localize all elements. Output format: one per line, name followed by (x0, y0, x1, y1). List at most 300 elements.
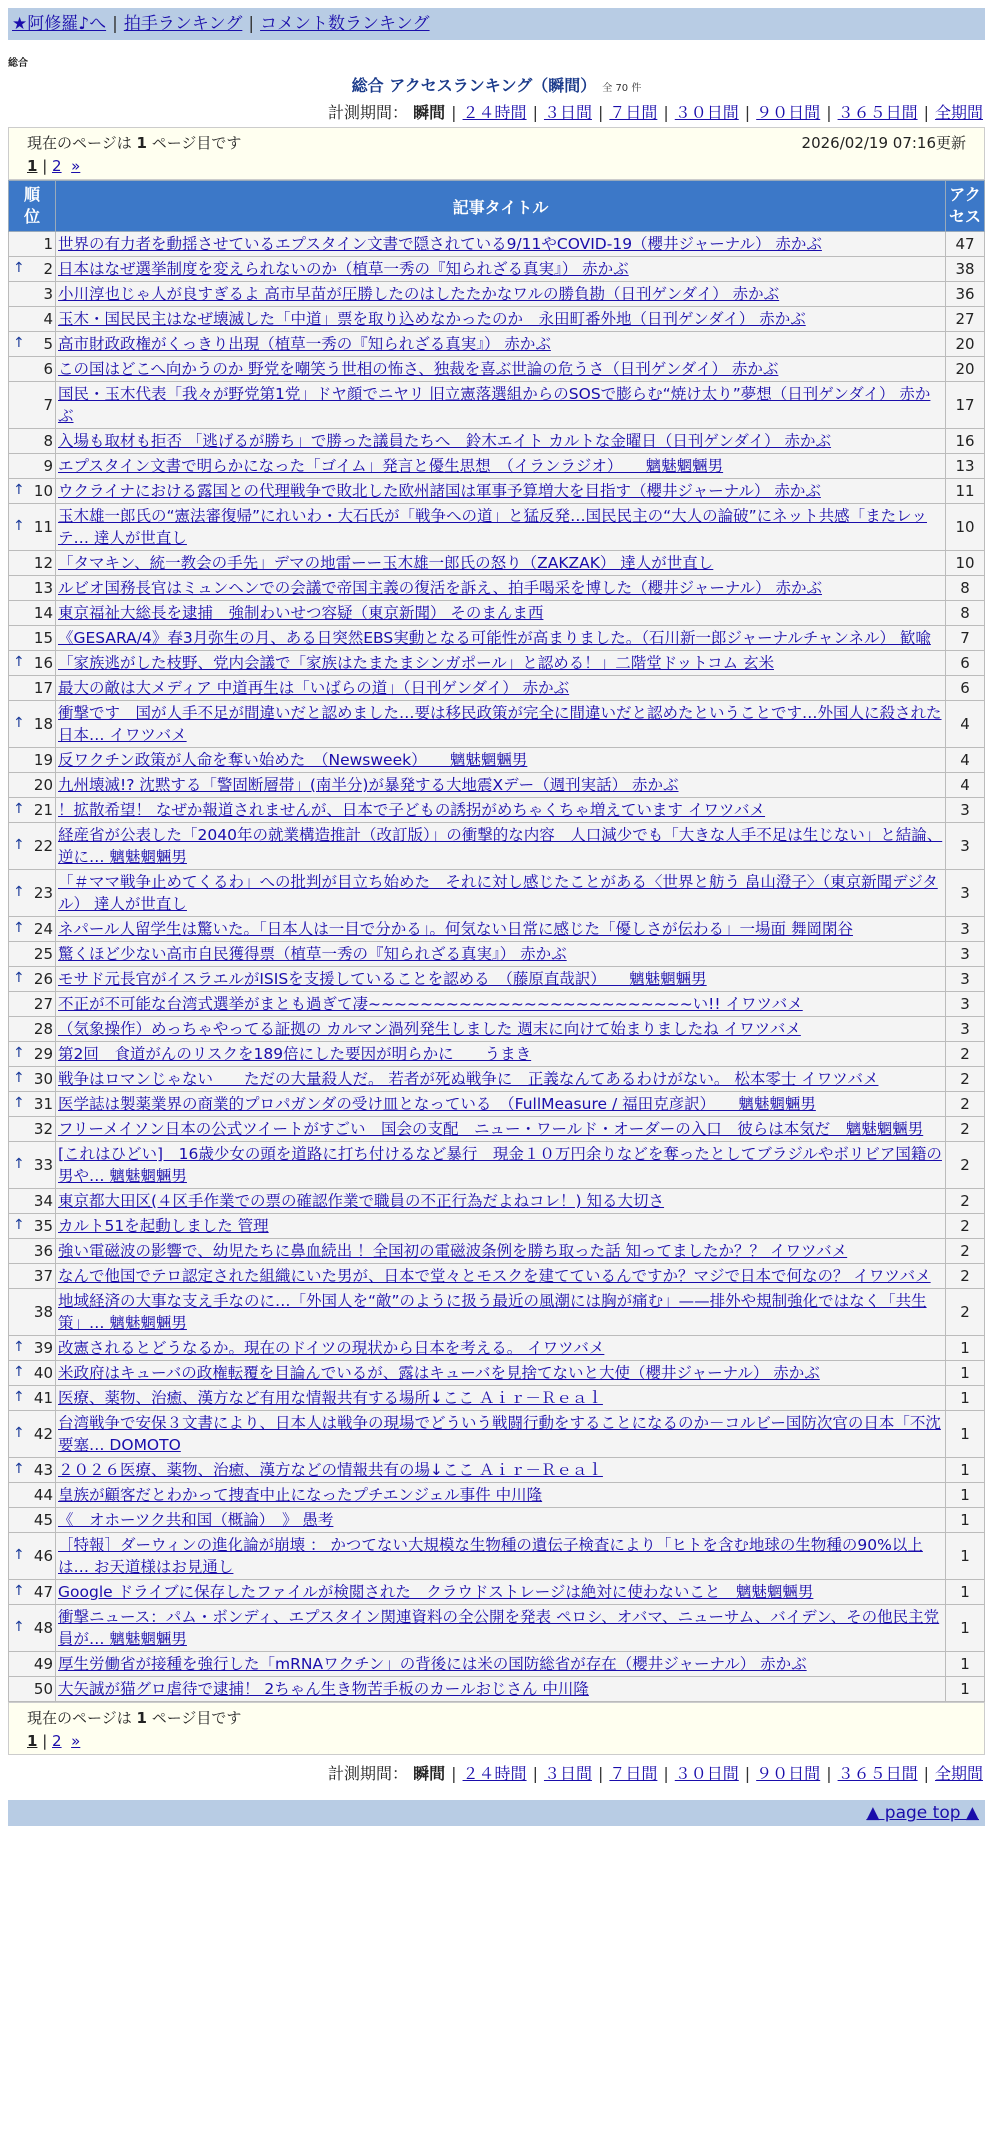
article-title-link[interactable]: 日本はなぜ選挙制度を変えられないのか（植草一秀の『知られざる真実』） 赤かぶ (58, 260, 629, 278)
rank-number: 9 (43, 457, 53, 475)
nav-separator: | (112, 14, 118, 34)
access-count: 47 (946, 232, 985, 257)
table-row (9, 551, 985, 576)
access-count: 1 (946, 1336, 985, 1361)
rank-number: 18 (33, 715, 53, 733)
rank-cell (9, 357, 56, 382)
access-count: 10 (946, 504, 985, 551)
title-cell (56, 748, 946, 773)
rank-cell (9, 551, 56, 576)
access-count: 10 (946, 551, 985, 576)
access-count: 1 (946, 1411, 985, 1458)
rank-cell (9, 870, 56, 917)
page-info: 現在のページは 1 ページ目です (27, 134, 242, 152)
title-cell (56, 917, 946, 942)
table-row (9, 257, 985, 282)
rank-cell (9, 454, 56, 479)
bottom-bar (8, 1800, 985, 1826)
rank-cell (9, 676, 56, 701)
rank-cell (9, 1067, 56, 1092)
period-link-90d[interactable]: ９０日間 (756, 103, 821, 122)
rank-number: 16 (33, 654, 53, 672)
table-row (9, 1067, 985, 1092)
table-row (9, 1677, 985, 1702)
access-count: 8 (946, 576, 985, 601)
access-count: 3 (946, 823, 985, 870)
rank-cell (9, 1142, 56, 1189)
period-link-365d[interactable]: ３６５日間 (837, 103, 918, 122)
period-label: 計測期間： (328, 103, 409, 122)
title-cell (56, 1142, 946, 1189)
title-cell (56, 382, 946, 429)
rank-number: 28 (33, 1020, 53, 1038)
rank-up-arrow-icon: ↑ (13, 1095, 25, 1111)
rank-cell (9, 748, 56, 773)
article-title-link[interactable]: ネパール人留学生は驚いた。「日本人は一目で分かる」。何気ない日常に感じた「優しさが伝わる」一場面 舞岡閑谷 (58, 920, 853, 938)
rank-up-arrow-icon: ↑ (13, 970, 25, 986)
rank-cell (9, 504, 56, 551)
access-count: 20 (946, 332, 985, 357)
table-row (9, 282, 985, 307)
access-count: 2 (946, 1189, 985, 1214)
rank-cell (9, 332, 56, 357)
article-title-link[interactable]: なんで他国でテロ認定された組織にいた男が、日本で堂々とモスクを建てているんですか？マジで日本で何なの？ イワツバメ (58, 1267, 931, 1285)
top-nav-bar (8, 8, 985, 40)
access-count: 1 (946, 1580, 985, 1605)
rank-cell (9, 1361, 56, 1386)
article-title-link[interactable]: 台湾戦争で安保３文書により、日本人は戦争の現場でどういう戦闘行動をすることになるのか－コルビー国防次官の日本「不沈要塞… DOMOTO (58, 1414, 941, 1454)
title-cell (56, 992, 946, 1017)
article-title-link[interactable]: ルビオ国務長官はミュンヘンでの会議で帝国主義の復活を訴え、拍手喝采を博した（櫻井ジャーナル） 赤かぶ (58, 579, 822, 597)
title-cell (56, 282, 946, 307)
ranking-table (8, 180, 985, 1702)
access-count: 13 (946, 454, 985, 479)
rank-cell (9, 429, 56, 454)
rank-cell (9, 823, 56, 870)
title-cell (56, 1264, 946, 1289)
article-title-link[interactable]: （気象操作）めっちゃやってる証拠の カルマン渦列発生しました 週末に向けて始まりましたね イワツバメ (58, 1020, 801, 1038)
pager-top: 現在のページは 1 ページ目です 2026/02/19 07:16更新 1 | 2 » (8, 127, 985, 180)
title-cell (56, 626, 946, 651)
title-cell (56, 676, 946, 701)
title-cell (56, 1458, 946, 1483)
rank-up-arrow-icon: ↑ (13, 1339, 25, 1355)
rank-number: 40 (33, 1364, 53, 1382)
rank-cell (9, 382, 56, 429)
title-cell (56, 870, 946, 917)
rank-cell (9, 1042, 56, 1067)
rank-cell (9, 967, 56, 992)
article-title-link[interactable]: 小川淳也じゃ人が良すぎるよ 高市早苗が圧勝したのはしたたかなワルの勝負勘（日刊ゲンダイ） 赤かぶ (58, 285, 780, 303)
period-link-24h-bottom[interactable]: ２４時間 (462, 1764, 527, 1783)
article-title-link[interactable]: ！拡散希望！ なぜか報道されませんが、日本で子どもの誘拐がめちゃくちゃ増えています イワツバメ (58, 801, 766, 819)
article-title-link[interactable]: 最大の敵は大メディア 中道再生は「いばらの道」（日刊ゲンダイ） 赤かぶ (58, 679, 570, 697)
table-row (9, 232, 985, 257)
access-count: 4 (946, 773, 985, 798)
article-title-link[interactable]: 第2回 食道がんのリスクを189倍にした要因が明らかに うまき (58, 1045, 532, 1063)
period-link-365d-bottom[interactable]: ３６５日間 (837, 1764, 918, 1783)
rank-up-arrow-icon: ↑ (13, 715, 25, 731)
rank-cell (9, 1458, 56, 1483)
article-title-link[interactable]: 「家族逃がした枝野、党内会議で「家族はたまたまシンガポール」と認める！」二階堂ドットコム 玄米 (58, 654, 774, 672)
access-count: 36 (946, 282, 985, 307)
rank-number: 8 (43, 432, 53, 450)
rank-number: 6 (43, 360, 53, 378)
title-cell (56, 1336, 946, 1361)
table-row (9, 1605, 985, 1652)
rank-up-arrow-icon: ↑ (13, 1583, 25, 1599)
table-row (9, 651, 985, 676)
access-count: 2 (946, 1042, 985, 1067)
access-count: 27 (946, 307, 985, 332)
updated-timestamp: 2026/02/19 07:16更新 (801, 134, 966, 152)
title-cell (56, 1605, 946, 1652)
title-cell (56, 651, 946, 676)
page-next-link-bottom[interactable]: » (71, 1732, 81, 1750)
article-title-link[interactable]: 「＃ママ戦争止めてくるわ」への批判が目立ち始めた それに対し感じたことがある〈世界と舫う 畠山澄子〉（東京新聞デジタル） 達人が世直し (58, 873, 938, 913)
title-cell (56, 942, 946, 967)
rank-up-arrow-icon: ↑ (13, 920, 25, 936)
table-row (9, 1508, 985, 1533)
rank-number: 36 (33, 1242, 53, 1260)
article-title-link[interactable]: 東京都大田区(４区手作業での票の確認作業で職員の不正行為だよねコレ！) 知る大切さ (58, 1192, 665, 1210)
rank-cell (9, 1386, 56, 1411)
rank-cell (9, 1336, 56, 1361)
access-count: 2 (946, 1264, 985, 1289)
rank-cell (9, 1117, 56, 1142)
table-row (9, 1361, 985, 1386)
table-row (9, 626, 985, 651)
title-cell (56, 1533, 946, 1580)
title-cell (56, 357, 946, 382)
rank-up-arrow-icon: ↑ (13, 1217, 25, 1233)
col-title-header: 記事タイトル (56, 181, 946, 232)
access-count: 6 (946, 676, 985, 701)
access-count: 2 (946, 1214, 985, 1239)
article-title-link[interactable]: 戦争はロマンじゃない ただの大量殺人だ。 若者が死ぬ戦争に 正義なんてあるわけがない。 松本零士 イワツバメ (58, 1070, 879, 1088)
rank-cell (9, 1239, 56, 1264)
article-title-link[interactable]: カルト51を起動しました 管理 (58, 1217, 269, 1235)
access-count: 2 (946, 1289, 985, 1336)
rank-cell (9, 257, 56, 282)
table-row (9, 1580, 985, 1605)
table-row (9, 1092, 985, 1117)
table-row (9, 1411, 985, 1458)
rank-number: 4 (43, 310, 53, 328)
table-row (9, 992, 985, 1017)
period-selector-top: 計測期間： 瞬間 | ２４時間 | ３日間 | ７日間 | ３０日間 | ９０日間 | ３６５日間 | 全期間 (328, 103, 983, 122)
rank-cell (9, 1483, 56, 1508)
title-cell (56, 232, 946, 257)
rank-number: 25 (33, 945, 53, 963)
title-cell (56, 1189, 946, 1214)
nav-link-clap-ranking[interactable]: 拍手ランキング (123, 14, 243, 34)
table-row (9, 748, 985, 773)
table-row (9, 1336, 985, 1361)
ranking-heading: 総合 アクセスランキング（瞬間） (351, 76, 597, 95)
article-title-link[interactable]: 米政府はキューバの政権転覆を目論んでいるが、露はキューバを見捨てないと大使（櫻井ジャーナル） 赤かぶ (58, 1364, 820, 1382)
access-count: 1 (946, 1458, 985, 1483)
rank-up-arrow-icon: ↑ (13, 1425, 25, 1441)
title-cell (56, 1652, 946, 1677)
access-count: 3 (946, 967, 985, 992)
article-title-link[interactable]: この国はどこへ向かうのか 野党を嘲笑う世相の怖さ、独裁を喜ぶ世論の危うさ（日刊ゲンダイ） 赤かぶ (58, 360, 779, 378)
category-label: 総合 (8, 58, 28, 69)
table-row (9, 332, 985, 357)
rank-up-arrow-icon: ↑ (13, 654, 25, 670)
article-title-link[interactable]: 玉木雄一郎氏の“憲法審復帰”にれいわ・大石氏が「戦争への道」と猛反発…国民民主の“大人の論破”にネット共感「またレッテ… 達人が世直し (58, 507, 927, 547)
article-title-link[interactable]: フリーメイソン日本の公式ツイートがすごい 国会の支配 ニュー・ワールド・オーダーの入口 彼らは本気だ 魑魅魍魎男 (58, 1120, 924, 1138)
access-count: 3 (946, 942, 985, 967)
rank-up-arrow-icon: ↑ (13, 1156, 25, 1172)
title-cell (56, 1289, 946, 1336)
title-cell (56, 1117, 946, 1142)
article-title-link[interactable]: 東京福祉大総長を逮捕 強制わいせつ容疑（東京新聞） そのまんま西 (58, 604, 544, 622)
table-row (9, 307, 985, 332)
rank-number: 11 (33, 518, 53, 536)
article-title-link[interactable]: 驚くほど少ない高市自民獲得票（植草一秀の『知られざる真実』） 赤かぶ (58, 945, 567, 963)
rank-number: 43 (33, 1461, 53, 1479)
period-link-3d[interactable]: ３日間 (543, 103, 592, 122)
table-row (9, 1289, 985, 1336)
article-title-link[interactable]: Google ドライブに保存したファイルが検閲された クラウドストレージは絶対に使わないこと 魑魅魍魎男 (58, 1583, 814, 1601)
rank-number: 26 (33, 970, 53, 988)
article-title-link[interactable]: モサド元長官がイスラエルがISISを支援していることを認める （藤原直哉訳） 魑魅魍魎男 (58, 970, 707, 988)
access-count: 20 (946, 357, 985, 382)
rank-cell (9, 651, 56, 676)
rank-up-arrow-icon: ↑ (13, 1364, 25, 1380)
article-title-link[interactable]: ［特報］ダーウィンの進化論が崩壊 ： かつてない大規模な生物種の遺伝子検査により「ヒトを含む地球の生物種の90%以上は… お天道様はお見通し (58, 1536, 923, 1576)
table-row (9, 1117, 985, 1142)
access-count: 38 (946, 257, 985, 282)
rank-number: 17 (33, 679, 53, 697)
page-next-link[interactable]: » (71, 157, 81, 175)
period-link-90d-bottom[interactable]: ９０日間 (756, 1764, 821, 1783)
title-cell (56, 601, 946, 626)
table-row (9, 1652, 985, 1677)
article-title-link[interactable]: 医療、薬物、治癒、漢方など有用な情報共有する場所↓ここ Ａｉｒ－Ｒｅａｌ (58, 1389, 603, 1407)
period-link-30d[interactable]: ３０日間 (674, 103, 739, 122)
rank-number: 2 (43, 260, 53, 278)
article-title-link[interactable]: 経産省が公表した「2040年の就業構造推計（改訂版）」の衝撃的な内容 人口減少でも「大きな人手不足は生じない」と結論、逆に… 魑魅魍魎男 (58, 826, 943, 866)
table-row (9, 454, 985, 479)
table-row (9, 823, 985, 870)
article-title-link[interactable]: ウクライナにおける露国との代理戦争で敗北した欧州諸国は軍事予算増大を目指す（櫻井ジャーナル） 赤かぶ (58, 482, 821, 500)
table-row (9, 870, 985, 917)
access-count: 8 (946, 601, 985, 626)
rank-cell (9, 1508, 56, 1533)
rank-cell (9, 1533, 56, 1580)
rank-number: 30 (33, 1070, 53, 1088)
rank-up-arrow-icon: ↑ (13, 518, 25, 534)
rank-number: 31 (33, 1095, 53, 1113)
period-link-24h[interactable]: ２４時間 (462, 103, 527, 122)
page-top-link[interactable]: ▲ page top ▲ (866, 1803, 979, 1823)
article-title-link[interactable]: 厚生労働省が接種を強行した「mRNAワクチン」の背後には米の国防総省が存在（櫻井ジャーナル） 赤かぶ (58, 1655, 807, 1673)
rank-cell (9, 626, 56, 651)
article-title-link[interactable]: 《 オホーツク共和国（概論） 》 愚考 (58, 1511, 334, 1529)
title-cell (56, 967, 946, 992)
article-title-link[interactable]: 強い電磁波の影響で、幼児たちに鼻血続出 ！全国初の電磁波条例を勝ち取った話 知ってましたか？？ イワツバメ (58, 1242, 848, 1260)
table-row (9, 601, 985, 626)
rank-up-arrow-icon: ↑ (13, 1070, 25, 1086)
rank-cell (9, 701, 56, 748)
page-link-2[interactable]: 2 (52, 157, 62, 175)
period-link-3d-bottom[interactable]: ３日間 (543, 1764, 592, 1783)
period-link-7d[interactable]: ７日間 (609, 103, 658, 122)
title-cell (56, 798, 946, 823)
article-title-link[interactable]: 衝撃ニュース：パム・ボンディ、エプスタイン関連資料の全公開を発表 ペロシ、オバマ、ニューサム、バイデン、その他民主党員が… 魑魅魍魎男 (58, 1608, 940, 1648)
table-row (9, 917, 985, 942)
rank-cell (9, 1214, 56, 1239)
access-count: 3 (946, 917, 985, 942)
rank-number: 39 (33, 1339, 53, 1357)
table-row (9, 1483, 985, 1508)
article-title-link[interactable]: 入場も取材も拒否 「逃げるが勝ち」で勝った議員たちへ 鈴木エイト カルトな金曜日（日刊ゲンダイ） 赤かぶ (58, 432, 832, 450)
table-row (9, 1533, 985, 1580)
rank-number: 21 (33, 801, 53, 819)
table-row (9, 773, 985, 798)
rank-number: 13 (33, 579, 53, 597)
title-cell (56, 1677, 946, 1702)
access-count: 3 (946, 798, 985, 823)
table-row (9, 1189, 985, 1214)
rank-up-arrow-icon: ↑ (13, 801, 25, 817)
title-cell (56, 454, 946, 479)
rank-number: 37 (33, 1267, 53, 1285)
article-title-link[interactable]: 高市財政政権がくっきり出現（植草一秀の『知られざる真実』） 赤かぶ (58, 335, 551, 353)
rank-up-arrow-icon: ↑ (13, 260, 25, 276)
access-count: 3 (946, 1017, 985, 1042)
nav-link-asyura[interactable]: ★阿修羅♪へ (12, 14, 107, 34)
article-title-link[interactable]: 不正が不可能な台湾式選挙がまとも過ぎて凄~~~~~~~~~~~~~~~~~~~~~~~~~い!! イワツバメ (58, 995, 803, 1013)
title-cell (56, 1580, 946, 1605)
title-cell (56, 504, 946, 551)
article-title-link[interactable]: 《GESARA/4》春3月弥生の月、ある日突然EBS実動となる可能性が高まりました。（石川新一郎ジャーナルチャンネル） 歓喩 (58, 629, 931, 647)
rank-up-arrow-icon: ↑ (13, 1547, 25, 1563)
period-link-30d-bottom[interactable]: ３０日間 (674, 1764, 739, 1783)
rank-cell (9, 992, 56, 1017)
article-title-link[interactable]: 国民・玉木代表「我々が野党第1党」ドヤ顔でニヤリ 旧立憲落選組からのSOSで膨らむ“焼け太り”夢想（日刊ゲンダイ） 赤かぶ (58, 385, 931, 425)
rank-number: 1 (43, 235, 53, 253)
period-link-7d-bottom[interactable]: ７日間 (609, 1764, 658, 1783)
rank-number: 7 (43, 396, 53, 414)
rank-cell (9, 1652, 56, 1677)
title-cell (56, 1361, 946, 1386)
article-title-link[interactable]: [これはひどい] 16歳少女の頭を道路に打ち付けるなど暴行 現金１０万円余りなどを奪ったとしてブラジルやボリビア国籍の男や… 魑魅魍魎男 (58, 1145, 942, 1185)
table-row (9, 1042, 985, 1067)
rank-up-arrow-icon: ↑ (13, 482, 25, 498)
rank-number: 48 (33, 1619, 53, 1637)
rank-number: 5 (43, 335, 53, 353)
rank-number: 44 (33, 1486, 53, 1504)
rank-cell (9, 1289, 56, 1336)
article-title-link[interactable]: 地域経済の大事な支え手なのに…「外国人を“敵”のように扱う最近の風潮には胸が痛む」——排外や規制強化ではなく「共生策」… 魑魅魍魎男 (58, 1292, 927, 1332)
title-cell (56, 701, 946, 748)
period-selector-bottom: 計測期間： 瞬間 | ２４時間 | ３日間 | ７日間 | ３０日間 | ９０日間 | ３６５日間 | 全期間 (328, 1764, 983, 1783)
title-cell (56, 1214, 946, 1239)
access-count: 2 (946, 1239, 985, 1264)
title-cell (56, 1042, 946, 1067)
access-count: 11 (946, 479, 985, 504)
rank-number: 49 (33, 1655, 53, 1673)
period-link-all[interactable]: 全期間 (934, 103, 983, 122)
access-count: 1 (946, 1361, 985, 1386)
rank-number: 27 (33, 995, 53, 1013)
title-cell (56, 307, 946, 332)
access-count: 2 (946, 1067, 985, 1092)
article-title-link[interactable]: 反ワクチン政策が人命を奪い始めた （Newsweek） 魑魅魍魎男 (58, 751, 528, 769)
rank-number: 38 (33, 1303, 53, 1321)
access-count: 1 (946, 1508, 985, 1533)
table-row (9, 967, 985, 992)
access-count: 2 (946, 1142, 985, 1189)
rank-cell (9, 1580, 56, 1605)
rank-number: 33 (33, 1156, 53, 1174)
article-title-link[interactable]: 玉木・国民民主はなぜ壊滅した「中道」票を取り込めなかったのか 永田町番外地（日刊ゲンダイ） 赤かぶ (58, 310, 806, 328)
rank-number: 19 (33, 751, 53, 769)
page-link-2-bottom[interactable]: 2 (52, 1732, 62, 1750)
rank-number: 42 (33, 1425, 53, 1443)
table-row (9, 429, 985, 454)
rank-cell (9, 1017, 56, 1042)
rank-up-arrow-icon: ↑ (13, 1045, 25, 1061)
col-access-header: アクセス (946, 181, 985, 232)
article-title-link[interactable]: 皇族が顧客だとわかって捜査中止になったプチエンジェル事件 中川隆 (58, 1486, 543, 1504)
page-title (0, 73, 993, 96)
article-title-link[interactable]: 「タマキン、統一教会の手先」デマの地雷ーー玉木雄一郎氏の怒り（ZAKZAK） 達人が世直し (58, 554, 714, 572)
title-cell (56, 823, 946, 870)
rank-cell (9, 479, 56, 504)
rank-number: 35 (33, 1217, 53, 1235)
article-title-link[interactable]: 医学誌は製薬業界の商業的プロパガンダの受け皿となっている （FullMeasure / 福田克彦訳） 魑魅魍魎男 (58, 1095, 816, 1113)
article-title-link[interactable]: ２０２６医療、薬物、治癒、漢方などの情報共有の場↓ここ Ａｉｒ－Ｒｅａｌ (58, 1461, 603, 1479)
rank-number: 14 (33, 604, 53, 622)
article-title-link[interactable]: 大矢誠が猫グロ虐待で逮捕！ 2ちゃん生き物苦手板のカールおじさん 中川隆 (58, 1680, 589, 1698)
rank-number: 46 (33, 1547, 53, 1565)
rank-cell (9, 1264, 56, 1289)
access-count: 2 (946, 1092, 985, 1117)
title-cell (56, 1483, 946, 1508)
article-title-link[interactable]: 改憲されるとどうなるか。現在のドイツの現状から日本を考える。 イワツバメ (58, 1339, 605, 1357)
access-count: 1 (946, 1677, 985, 1702)
article-title-link[interactable]: 九州壊滅!? 沈黙する「警固断層帯」(南半分)が暴発する大地震Xデー（週刊実話） 赤かぶ (58, 776, 679, 794)
nav-link-comment-ranking[interactable]: コメント数ランキング (260, 14, 430, 34)
title-cell (56, 479, 946, 504)
article-title-link[interactable]: 世界の有力者を動揺させているエプスタイン文書で隠されている9/11やCOVID-19（櫻井ジャーナル） 赤かぶ (58, 235, 822, 253)
rank-number: 10 (33, 482, 53, 500)
access-count: 4 (946, 748, 985, 773)
title-cell (56, 429, 946, 454)
period-link-all-bottom[interactable]: 全期間 (934, 1764, 983, 1783)
access-count: 17 (946, 382, 985, 429)
rank-up-arrow-icon: ↑ (13, 1619, 25, 1635)
access-count: 1 (946, 1386, 985, 1411)
rank-number: 50 (33, 1680, 53, 1698)
title-cell (56, 1411, 946, 1458)
rank-up-arrow-icon: ↑ (13, 1389, 25, 1405)
rank-number: 24 (33, 920, 53, 938)
rank-cell (9, 1605, 56, 1652)
access-count: 3 (946, 870, 985, 917)
page-info-bottom: 現在のページは 1 ページ目です (27, 1709, 242, 1727)
access-count: 16 (946, 429, 985, 454)
article-title-link[interactable]: 衝撃です 国が人手不足が間違いだと認めました…要は移民政策が完全に間違いだと認めたということです…外国人に殺された日本… イワツバメ (58, 704, 942, 744)
article-title-link[interactable]: エプスタイン文書で明らかになった「ゴイム」発言と優生思想 （イランラジオ） 魑魅魍魎男 (58, 457, 724, 475)
nav-separator: | (248, 14, 255, 34)
rank-cell (9, 282, 56, 307)
table-row (9, 382, 985, 429)
